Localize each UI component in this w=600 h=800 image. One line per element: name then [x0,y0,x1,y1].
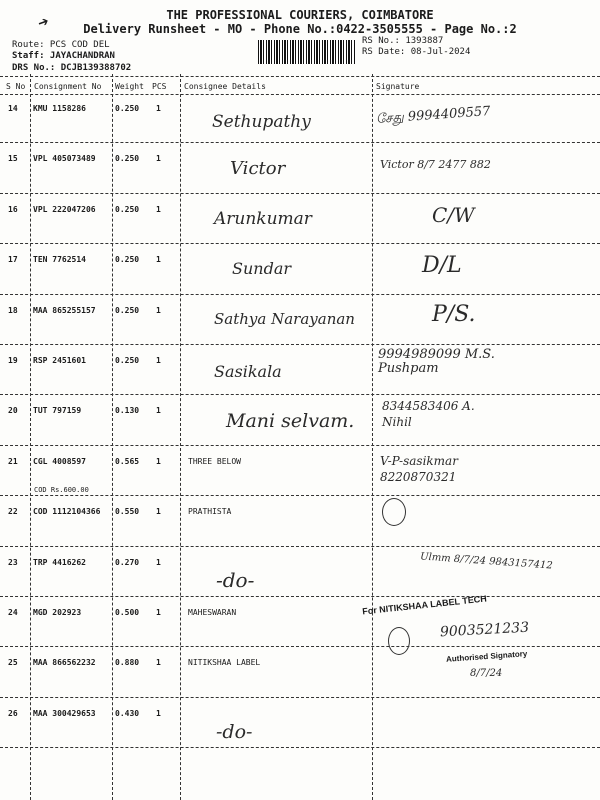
table-row [0,398,600,448]
table-row [0,600,600,650]
row-pcs: 1 [156,356,161,365]
row-handwritten-name: -do- [216,567,255,592]
row-consignee: PRATHISTA [188,507,232,517]
rs-date: RS Date: 08-Jul-2024 [362,47,471,57]
row-divider [0,445,600,446]
row-consignment-no: VPL 405073489 [33,154,96,164]
row-divider [0,747,600,748]
table-row [0,449,600,499]
row-divider [0,193,600,194]
row-consignment-no: COD 1112104366 [33,507,101,517]
row-divider [0,142,600,143]
staff-label: Staff: JAYACHANDRAN [12,51,115,61]
row-consignment-no: RSP 2451601 [33,356,86,365]
rs-number: RS No.: 1393887 [362,36,444,46]
row-weight: 0.250 [115,305,140,315]
row-pcs: 1 [156,104,161,113]
barcode [258,40,356,64]
header-top-rule [0,76,600,77]
row-sno: 16 [8,204,18,214]
row-weight: 0.500 [115,608,140,617]
row-divider [0,344,600,345]
row-divider [0,646,600,647]
row-consignment-no: CGL 4008597 [33,456,86,466]
row-sno: 26 [8,708,18,718]
row-signature: 8/7/24 [470,668,503,680]
row-signature: Ulmm 8/7/24 9843157412 [419,550,553,572]
row-pcs: 1 [156,557,161,567]
row-weight: 0.250 [115,204,140,214]
company-stamp: For NITIKSHAA LABEL TECH [361,593,488,617]
col-header-consignee: Consignee Details [184,82,266,91]
row-pcs: 1 [156,708,161,718]
col-header-weight: Weight [115,82,144,91]
table-row [0,499,600,549]
row-sno: 25 [8,658,18,668]
row-consignment-no: KMU 1158286 [33,104,86,113]
row-consignment-no: VPL 222047206 [33,204,96,214]
row-consignee: MAHESWARAN [188,608,237,617]
row-weight: 0.430 [115,708,140,718]
table-row [0,96,600,146]
row-signature: P/S. [432,301,476,327]
row-divider [0,294,600,295]
row-weight: 0.250 [115,255,140,265]
row-divider [0,394,600,395]
table-row [0,298,600,348]
hand-loop [388,627,410,655]
row-sno: 20 [8,406,18,416]
table-row [0,247,600,297]
row-handwritten-name: Mani selvam. [226,410,355,433]
row-handwritten-name: Sundar [232,259,291,279]
runsheet-subtitle: Delivery Runsheet - MO - Phone No.:0422-3505555 - Page No.:2 [83,22,517,36]
row-signature: Victor 8/7 2477 882 [380,158,491,172]
row-signature: சேது 9994409557 [375,104,491,127]
hand-loop [382,498,406,526]
row-pcs: 1 [156,406,161,416]
row-signature: 9003521233 [439,619,530,641]
row-pcs: 1 [156,456,161,466]
drs-number: DRS No.: DCJB139388702 [12,63,132,73]
row-sno: 21 [8,456,18,466]
row-sno: 19 [8,356,18,365]
row-sno: 17 [8,255,18,265]
row-sno: 15 [8,154,18,164]
row-pcs: 1 [156,658,161,668]
table-row [0,550,600,600]
row-divider [0,243,600,244]
table-row [0,701,600,751]
row-handwritten-name: Sasikala [214,362,282,381]
row-consignment-no: MAA 865255157 [33,305,96,315]
row-sno: 24 [8,608,18,617]
row-signature: D/L [422,253,462,279]
col-header-pcs: PCS [152,82,167,91]
row-consignment-no: MGD 202923 [33,608,82,617]
row-weight: 0.880 [115,658,140,668]
row-consignee: NITIKSHAA LABEL [188,658,261,668]
row-sno: 14 [8,104,18,113]
row-consignment-no: TEN 7762514 [33,255,86,265]
row-signature: C/W [432,202,475,227]
row-consignment-no: MAA 866562232 [33,658,96,668]
row-handwritten-name: Sethupathy [212,112,311,132]
row-handwritten-name: Sathya Narayanan [214,309,355,328]
row-signature: 8344583406 A. Nihil [382,399,475,430]
company-title: THE PROFESSIONAL COURIERS, COIMBATORE [166,8,434,22]
row-divider [0,546,600,547]
row-pcs: 1 [156,305,161,315]
row-sno: 22 [8,507,18,517]
table-row [0,197,600,247]
row-pcs: 1 [156,255,161,265]
row-weight: 0.250 [115,104,140,113]
row-pcs: 1 [156,507,161,517]
header-mark: ➔ [34,10,53,35]
row-weight: 0.130 [115,406,140,416]
row-handwritten-name: -do- [216,720,253,743]
row-signature: 9994989099 M.S. Pushpam [378,347,495,376]
route-label: Route: PCS COD DEL [12,40,110,50]
row-handwritten-name: Arunkumar [214,208,312,229]
header-bottom-rule [0,94,600,95]
row-pcs: 1 [156,154,161,164]
col-header-sno: S No [6,82,26,91]
row-consignment-no: MAA 300429653 [33,708,96,718]
table-row [0,146,600,196]
row-weight: 0.270 [115,557,140,567]
col-header-signature: Signature [376,82,420,91]
row-signature: V-P-sasikmar 8220870321 [380,453,458,484]
row-handwritten-name: Victor [230,158,286,180]
col-header-consignment: Consignment No [34,82,102,91]
row-divider [0,495,600,496]
row-divider [0,697,600,698]
cod-amount: COD Rs.600.00 [34,486,89,494]
table-row [0,348,600,398]
row-consignee: THREE BELOW [188,456,241,466]
row-sno: 18 [8,305,18,315]
row-sno: 23 [8,557,18,567]
row-weight: 0.565 [115,456,140,466]
row-consignment-no: TUT 797159 [33,406,82,416]
row-weight: 0.250 [115,356,140,365]
authorised-signatory: Authorised Signatory [445,649,528,664]
row-weight: 0.250 [115,154,140,164]
row-weight: 0.550 [115,507,140,517]
row-pcs: 1 [156,204,161,214]
row-divider [0,596,600,597]
row-pcs: 1 [156,608,161,617]
row-consignment-no: TRP 4416262 [33,557,86,567]
